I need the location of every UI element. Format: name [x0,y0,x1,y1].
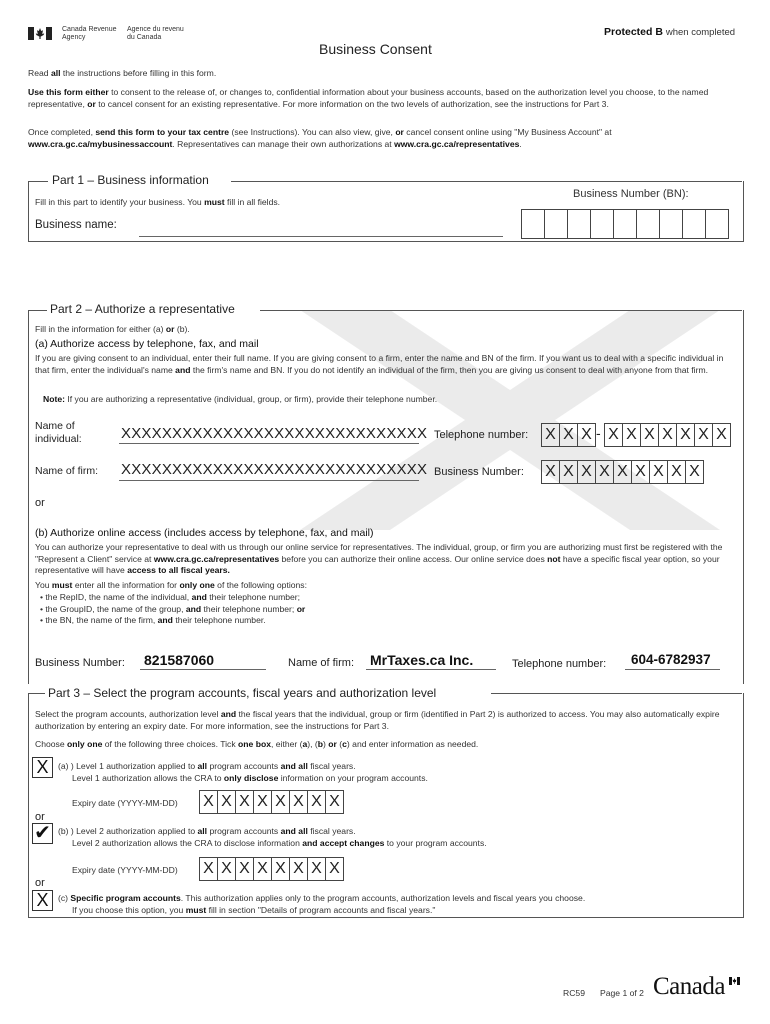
canada-wordmark: Canada [653,973,725,1000]
part1-title: Part 1 – Business information [49,173,212,187]
page-number: Page 1 of 2 [600,988,644,998]
part2-title: Part 2 – Authorize a representative [47,302,238,316]
option-b-text: (b) ) Level 2 authorization applied to all program accounts and all fiscal years. Level 2 authorization allows the CRA to disclose information and accept changes to your program accounts. [58,826,487,848]
protected-status: Protected B when completed [604,26,736,38]
level1-checkbox[interactable]: X [32,757,53,778]
online-firm-input[interactable]: MrTaxes.ca Inc. [370,652,474,668]
agency-name-fr: Agence du revenu du Canada [127,26,184,41]
list-item: • the GroupID, the name of the group, and their telephone number; or [40,603,306,614]
part3-choose: Choose only one of the following three choices. Tick one box, either (a), (b) or (c) and enter information as needed. [35,739,479,749]
canada-flag-icon [28,27,52,40]
online-tel-label: Telephone number: [512,658,607,670]
name-individual-input[interactable]: XXXXXXXXXXXXXXXXXXXXXXXXXXXXXX [121,425,428,442]
business-number-input[interactable] [521,209,729,239]
or-separator: or [35,497,45,509]
telephone-dash: - [596,425,601,441]
part3-title: Part 3 – Select the program accounts, fiscal years and authorization level [45,686,439,700]
online-bn-input[interactable]: 821587060 [144,652,215,668]
page-title: Business Consent [319,41,432,57]
part3-text: Select the program accounts, authorization level and the fiscal years that the individual, group or firm (identified in Part 2) is authorized to access. You may also automatically expire authorization by entering an expiry date. For more information, see the instructions for Part 3. [35,709,720,731]
business-name-input[interactable] [139,222,503,237]
option-a-text: (a) ) Level 1 authorization applied to all program accounts and all fiscal years. Level 1 authorization allows the CRA to only disclose information on your program accounts. [58,761,428,783]
expiry-b-label: Expiry date (YYYY-MM-DD) [72,865,178,875]
watermark-x-icon [300,310,720,530]
online-bn-label: Business Number: [35,657,125,669]
expiry-b-input[interactable]: X X X X X X X X [199,857,344,881]
form-code: RC59 [563,988,585,998]
specific-accounts-checkbox[interactable]: X [32,890,53,911]
list-item: • the RepID, the name of the individual, and their telephone number; [40,592,301,602]
online-firm-label: Name of firm: [288,657,355,669]
part2-a-heading: (a) Authorize access by telephone, fax, and mail [35,338,259,350]
telephone-area-code-input[interactable]: X X X [541,423,596,447]
intro-use: Use this form either to consent to the release of, or changes to, confidential information about your business accounts, based on the authorization level you choose, to the named representative, or to cancel consent for an existing representative. For more information on the two levels of authorization, see the instructions for Part 3. [28,87,709,109]
firm-name-label: Name of firm: [35,465,99,477]
name-individual-label: Name of individual: [35,420,82,445]
telephone-label: Telephone number: [434,429,529,441]
intro-read: Read all the instructions before filling in this form. [28,68,217,78]
part1-bn-label: Business Number (BN): [573,188,689,200]
part1-name-label: Business name: [35,219,117,231]
expiry-a-label: Expiry date (YYYY-MM-DD) [72,798,178,808]
firm-bn-input[interactable]: X X X X X X X X X [541,460,704,484]
agency-name-en: Canada Revenue Agency [62,26,117,41]
options-list [40,592,305,627]
or-a-b: or [35,811,45,823]
part2-note: Note: If you are authorizing a representative (individual, group, or firm), provide their telephone number. [43,394,438,404]
option-c-text: (c) Specific program accounts. This authorization applies only to the program accounts, authorization levels and fiscal years you choose. If you choose this option, you must fill in section "Details of program accounts and fiscal years." [58,893,586,915]
part2-fill-instruction: Fill in the information for either (a) or (b). [35,324,190,334]
wordmark-flag-icon [729,972,740,990]
list-item: • the BN, the name of the firm, and their telephone number. [40,615,266,625]
or-b-c: or [35,877,45,889]
telephone-number-input[interactable]: X X X X X X X [604,423,731,447]
firm-name-input[interactable]: XXXXXXXXXXXXXXXXXXXXXXXXXXXXXX [121,461,428,478]
online-tel-input[interactable]: 604-6782937 [631,652,711,667]
part1-instruction: Fill in this part to identify your business. You must fill in all fields. [35,197,281,207]
part2-must: You must enter all the information for only one of the following options: [35,580,307,590]
bn-label: Business Number: [434,466,524,478]
level2-checkbox[interactable]: ✔ [32,823,53,844]
intro-once: Once completed, send this form to your tax centre (see Instructions). You can also view, give, or cancel consent online using "My Business Account" at www.cra.gc.ca/mybusinessaccount. Representatives can manage their own authorizations at www.cra.gc.ca/representatives. [28,127,612,149]
part2-b-heading: (b) Authorize online access (includes access by telephone, fax, and mail) [35,527,374,539]
expiry-a-input[interactable]: X X X X X X X X [199,790,344,814]
flag-logo [28,27,52,40]
part2-b-text: You can authorize your representative to deal with us through our online service for representatives. The individual, group, or firm you are authorizing must first be registered with the "Represent a Client" service at www.cra.gc.ca/representatives before you can authorize their online access. Our online service does not have a specific fiscal year option, so your representative will have access to all fiscal years. [35,542,723,575]
part2-a-text: If you are giving consent to an individual, enter their full name. If you are giving consent to a firm, enter the name and BN of the firm. If you want us to deal with a specific individual in that firm, enter the individual's name and the firm's name and BN. If you do not identify an individual of the firm, then you are giving us consent to deal with anyone from that firm. [35,353,724,375]
